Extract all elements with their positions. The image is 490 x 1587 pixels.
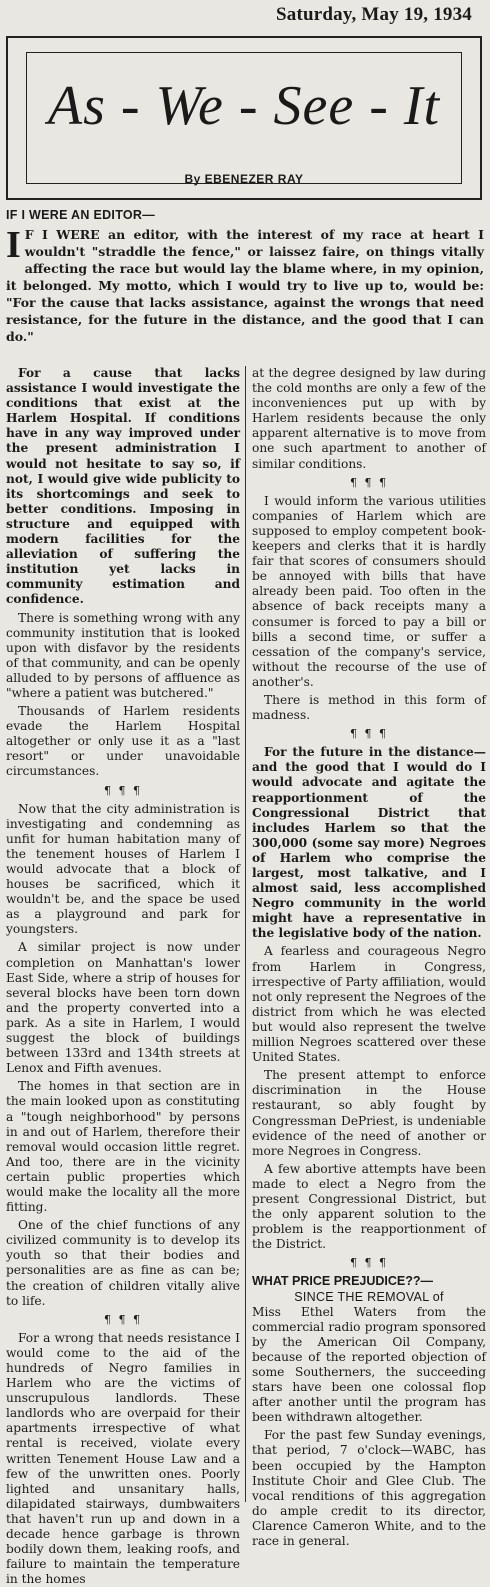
paragraph: A similar project is now under completion on Manhattan's lower East Side, where a strip of houses for several blocks have been torn down and the property converted into a park. As a site in Harlem, I would suggest the block of buildings between 133rd and 134th streets at Lenox and Fifth avenues. (6, 940, 240, 1076)
column-masthead (6, 36, 482, 200)
paragraph: I would inform the various utilities companies of Harlem which are supposed to employ competent book-keepers and clerks that it is hardly fair that scores of consumers should be annoyed with bills that have already been paid. Too often in the absence of back receipts many a consumer is forced to pay a bill or bills a second time, or suffer a cessation of the company's service, without the recourse of the use of another's. (252, 493, 486, 689)
left-column (6, 366, 240, 1587)
paragraph: A few abortive attempts have been made to elect a Negro from the present Congressional District, but the only apparent solution to the problem is the reapportionment of the District. (252, 1161, 486, 1252)
paragraph: A fearless and courageous Negro from Harlem in Congress, irrespective of Party affiliation, would not only represent the Negroes of the district from which he was elected but would also represent the twelve million Negroes scattered over these United States. (252, 944, 486, 1065)
paragraph: Now that the city administration is investigating and condemning as unfit for human habitation many of the tenement houses of Harlem I would advocate that a block of houses be sacrificed, which it wouldn't be, and the space be used as a playground and park for youngsters. (6, 801, 240, 937)
paragraph: There is method in this form of madness. (252, 692, 486, 723)
paragraph: Miss Ethel Waters from the commercial radio program sponsored by the American Oil Company, because of the reported objection of some Southerners, the succeeding stars have been one colossal flop after another until the program has been withdrawn altogether. (252, 1304, 486, 1425)
section-subhead: SINCE THE REMOVAL of (294, 1289, 444, 1304)
paragraph: There is something wrong with any community institution that is looked upon with disfavor by the residents of that community, and can be openly alluded to by persons of affluence as "where a patient was butchered." (6, 610, 240, 700)
section-heading-editor: IF I WERE AN EDITOR— (6, 208, 156, 222)
paragraph: For a cause that lacks assistance I would investigate the conditions that exist at the Harlem Hospital. If conditions have in any way improved under the present administration I would not hesitate to say so, if not, I would give wide publicity to its shortcomings and seek to better conditions. Imposing in structure and equipped with modern facilities for the alleviation of suffering the institution yet lacks in community estimation and confidence. (6, 366, 240, 607)
section-separator: ¶ ¶ ¶ (350, 1256, 388, 1270)
section-separator: ¶ ¶ ¶ (350, 475, 388, 489)
section-separator: ¶ ¶ ¶ (104, 783, 142, 797)
column-divider (245, 366, 246, 1502)
section-separator: ¶ ¶ ¶ (104, 1312, 142, 1326)
lede-text: F I WERE an editor, with the interest of my race at heart I wouldn't "straddle the fence," or laissez faire, on things vitally affecting the race but would lay the blame where, in my opinion, it belonged. My motto, which I would try to live up to, would be: "For the cause that lacks assistance, against the wrongs that need resistance, for the future in the distance, and the good that I can do." (6, 227, 484, 344)
section-heading-prejudice: WHAT PRICE PREJUDICE??— (252, 1274, 434, 1289)
paragraph: One of the chief functions of any civilized community is to develop its youth so that their bodies and personalities are as fine as can be; the creation of children vitally alive to life. (6, 1218, 240, 1308)
column-title: As - We - See - It (47, 75, 441, 137)
paragraph: at the degree designed by law during the cold months are only a few of the inconveniences put up with by Harlem residents because the only apparent alternative is to move from one such apartment to another of similar conditions. (252, 366, 486, 471)
right-column (252, 366, 486, 1549)
lede-paragraph (6, 226, 484, 345)
paragraph: For the past few Sunday evenings, that period, 7 o'clock—WABC, has been occupied by the Hampton Institute Choir and Glee Club. The vocal renditions of this aggregation do ample credit to its director, Clarence Cameron White, and to the race in general. (252, 1428, 486, 1549)
paragraph: For a wrong that needs resistance I would come to the aid of the hundreds of Negro families in Harlem who are the victims of unscrupulous landlords. These landlords who are overpaid for their apartments irrespective of what rental is received, violate every written Tenement House Law and a few of the unwritten ones. Poorly lighted and unsanitary halls, dilapidated stairways, dumbwaiters that haven't run up and down in a decade hence garbage is thrown bodily down them, leaking roofs, and failure to maintain the temperature in the homes (6, 1330, 240, 1587)
paragraph: The present attempt to enforce discrimination in the House restaurant, so ably fought by Congressman DePriest, is undeniable evidence of the need of another or more Negroes in Congress. (252, 1068, 486, 1158)
byline: By EBENEZER RAY (184, 172, 304, 186)
paragraph: For the future in the distance—and the good that I would do I would advocate and agitate the reapportionment of the Congressional District that includes Harlem so that the 300,000 (some say more) Negroes of Harlem who comprise the largest, most talkative, and I almost said, less accomplished Negro community in the world might have a representative in the legislative body of the nation. (252, 745, 486, 941)
paragraph: The homes in that section are in the main looked upon as constituting a "tough neighborhood" by persons in and out of Harlem, therefore their removal would occasion little regret. And too, there are in the vicinity certain public properties which would make the locality all the more fitting. (6, 1079, 240, 1215)
drop-cap: I (6, 224, 21, 266)
dateline: Saturday, May 19, 1934 (276, 4, 472, 25)
section-separator: ¶ ¶ ¶ (350, 727, 388, 741)
paragraph: Thousands of Harlem residents evade the Harlem Hospital altogether or only use it as a "last resort" or under unavoidable circumstances. (6, 704, 240, 779)
